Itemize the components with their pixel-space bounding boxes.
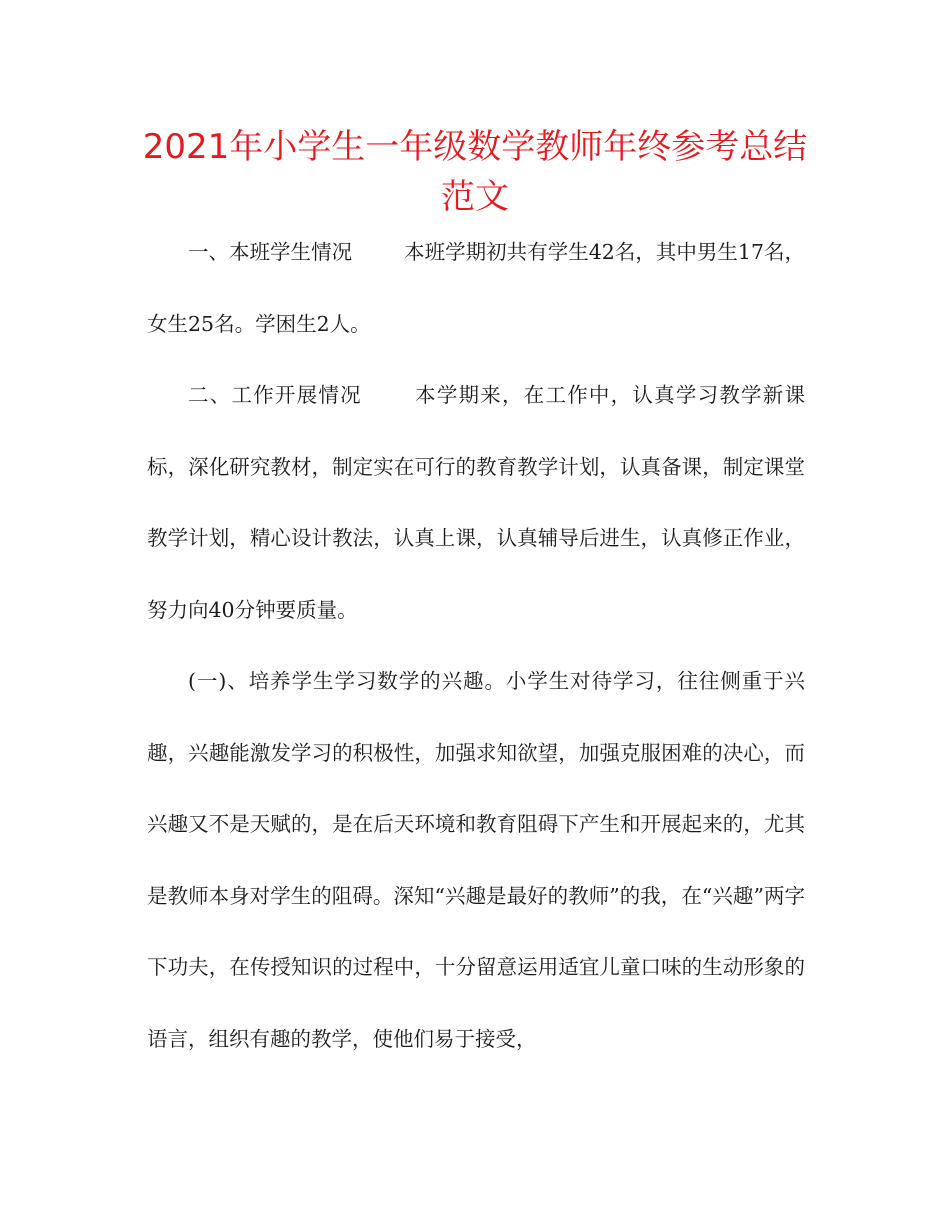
paragraph-heading: 一、本班学生情况 xyxy=(188,240,353,264)
paragraph-text: 本学期来，在工作中，认真学习教学新课标，深化研究教材，制定实在可行的教育教学计划，认真备课，制定课堂教学计划，精心设计教法，认真上课，认真辅导后进生，认真修正作业，努力向40分钟要质量。 xyxy=(147,383,806,622)
paragraph-work-progress xyxy=(147,360,805,646)
paragraph-heading: 二、工作开展情况 xyxy=(188,383,362,407)
document-body xyxy=(147,217,805,1075)
paragraph-interest xyxy=(147,646,805,1075)
paragraph-text: (一)、培养学生学习数学的兴趣。小学生对待学习，往往侧重于兴趣，兴趣能激发学习的积极性，加强求知欲望，加强克服困难的决心，而兴趣又不是天赋的，是在后天环境和教育阻碍下产生和开展起来的，尤其是教师本身对学生的阻碍。深知“兴趣是最好的教师”的我，在“兴趣”两字下功夫，在传授知识的过程中，十分留意运用适宜儿童口味的生动形象的语言，组织有趣的教学，使他们易于接受， xyxy=(147,669,805,1051)
paragraph-text: 本班学期初共有学生42名，其中男生17名，女生25名。学困生2人。 xyxy=(147,240,806,336)
document-title: 2021年小学生一年级数学教师年终参考总结范文 xyxy=(142,127,808,217)
paragraph-class-situation xyxy=(147,217,805,360)
